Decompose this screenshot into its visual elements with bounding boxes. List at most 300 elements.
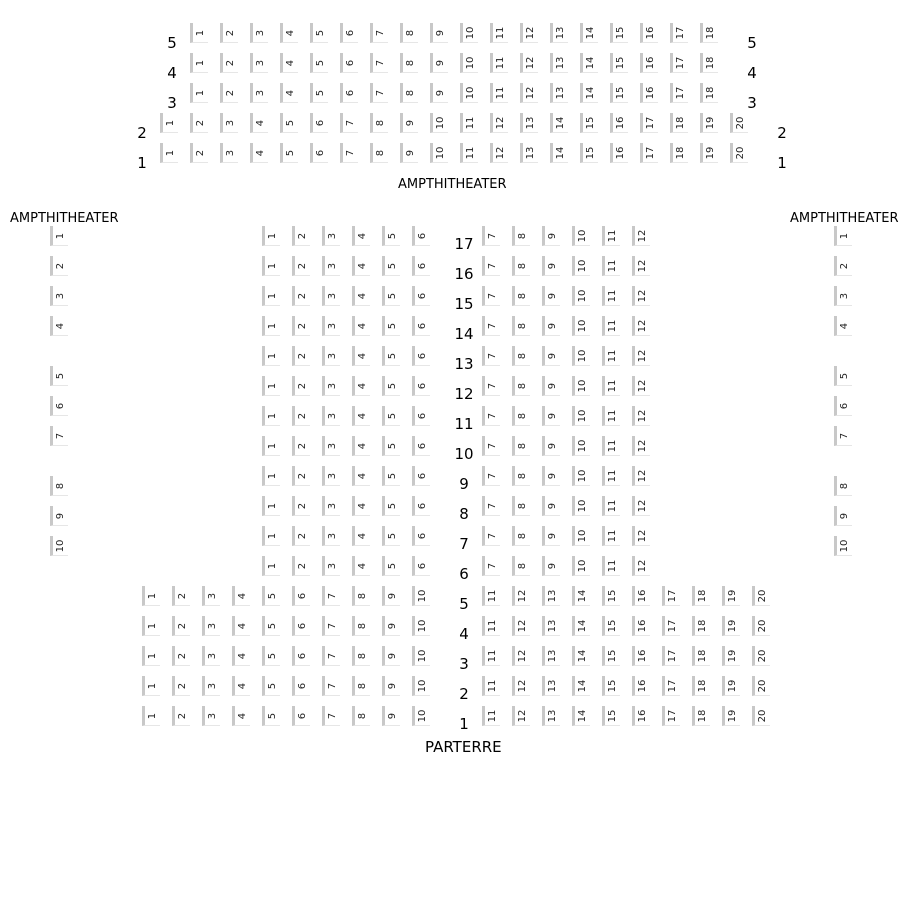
seat-parterre-r8-12[interactable] (632, 496, 650, 516)
seat-amph-left-2[interactable] (50, 256, 68, 276)
seat-parterre-r4-7[interactable] (322, 616, 340, 636)
seat-amph-top-r3-13[interactable] (550, 83, 568, 103)
seat-amph-left-6[interactable] (50, 396, 68, 416)
seat-parterre-r5-15[interactable] (602, 586, 620, 606)
seat-amph-top-r4-7[interactable] (370, 53, 388, 73)
seat-parterre-r4-9[interactable] (382, 616, 400, 636)
seat-parterre-r3-5[interactable] (262, 646, 280, 666)
seat-parterre-r14-8[interactable] (512, 316, 530, 336)
seat-amph-top-r1-6[interactable] (310, 143, 328, 163)
seat-amph-top-r1-3[interactable] (220, 143, 238, 163)
seat-parterre-r1-3[interactable] (202, 706, 220, 726)
seat-amph-top-r2-5[interactable] (280, 113, 298, 133)
seat-parterre-r2-1[interactable] (142, 676, 160, 696)
seat-parterre-r6-1[interactable] (262, 556, 280, 576)
seat-amph-top-r3-14[interactable] (580, 83, 598, 103)
seat-parterre-r6-5[interactable] (382, 556, 400, 576)
seat-amph-top-r4-11[interactable] (490, 53, 508, 73)
seat-parterre-r2-14[interactable] (572, 676, 590, 696)
seat-parterre-r5-12[interactable] (512, 586, 530, 606)
seat-parterre-r15-11[interactable] (602, 286, 620, 306)
seat-parterre-r5-9[interactable] (382, 586, 400, 606)
seat-parterre-r9-10[interactable] (572, 466, 590, 486)
seat-amph-top-r4-9[interactable] (430, 53, 448, 73)
seat-parterre-r2-11[interactable] (482, 676, 500, 696)
seat-parterre-r9-12[interactable] (632, 466, 650, 486)
seat-parterre-r4-18[interactable] (692, 616, 710, 636)
seat-amph-top-r2-4[interactable] (250, 113, 268, 133)
seat-parterre-r14-10[interactable] (572, 316, 590, 336)
seat-amph-right-8[interactable] (834, 476, 852, 496)
seat-parterre-r5-8[interactable] (352, 586, 370, 606)
seat-parterre-r17-7[interactable] (482, 226, 500, 246)
seat-parterre-r2-13[interactable] (542, 676, 560, 696)
seat-parterre-r1-14[interactable] (572, 706, 590, 726)
seat-amph-top-r3-2[interactable] (220, 83, 238, 103)
seat-amph-top-r5-16[interactable] (640, 23, 658, 43)
seat-parterre-r9-1[interactable] (262, 466, 280, 486)
seat-amph-top-r1-16[interactable] (610, 143, 628, 163)
seat-amph-top-r1-15[interactable] (580, 143, 598, 163)
seat-parterre-r1-5[interactable] (262, 706, 280, 726)
seat-parterre-r6-10[interactable] (572, 556, 590, 576)
seat-parterre-r11-12[interactable] (632, 406, 650, 426)
seat-amph-top-r1-17[interactable] (640, 143, 658, 163)
seat-parterre-r16-1[interactable] (262, 256, 280, 276)
seat-parterre-r8-6[interactable] (412, 496, 430, 516)
seat-parterre-r14-11[interactable] (602, 316, 620, 336)
seat-parterre-r12-2[interactable] (292, 376, 310, 396)
seat-amph-left-1[interactable] (50, 226, 68, 246)
seat-amph-left-4[interactable] (50, 316, 68, 336)
seat-parterre-r12-9[interactable] (542, 376, 560, 396)
seat-parterre-r6-11[interactable] (602, 556, 620, 576)
seat-parterre-r13-7[interactable] (482, 346, 500, 366)
seat-amph-top-r1-8[interactable] (370, 143, 388, 163)
seat-parterre-r5-2[interactable] (172, 586, 190, 606)
seat-amph-top-r3-15[interactable] (610, 83, 628, 103)
seat-amph-left-3[interactable] (50, 286, 68, 306)
seat-parterre-r10-5[interactable] (382, 436, 400, 456)
seat-parterre-r7-8[interactable] (512, 526, 530, 546)
seat-parterre-r5-7[interactable] (322, 586, 340, 606)
seat-amph-top-r2-14[interactable] (550, 113, 568, 133)
seat-amph-top-r5-14[interactable] (580, 23, 598, 43)
seat-amph-top-r3-6[interactable] (340, 83, 358, 103)
seat-amph-top-r5-2[interactable] (220, 23, 238, 43)
seat-parterre-r4-14[interactable] (572, 616, 590, 636)
seat-amph-top-r3-12[interactable] (520, 83, 538, 103)
seat-parterre-r1-20[interactable] (752, 706, 770, 726)
seat-amph-top-r1-13[interactable] (520, 143, 538, 163)
seat-parterre-r2-16[interactable] (632, 676, 650, 696)
seat-parterre-r7-11[interactable] (602, 526, 620, 546)
seat-amph-top-r1-7[interactable] (340, 143, 358, 163)
seat-parterre-r5-13[interactable] (542, 586, 560, 606)
seat-parterre-r10-3[interactable] (322, 436, 340, 456)
seat-parterre-r16-4[interactable] (352, 256, 370, 276)
seat-amph-top-r3-4[interactable] (280, 83, 298, 103)
seat-parterre-r1-10[interactable] (412, 706, 430, 726)
seat-parterre-r3-7[interactable] (322, 646, 340, 666)
seat-parterre-r6-8[interactable] (512, 556, 530, 576)
seat-parterre-r17-4[interactable] (352, 226, 370, 246)
seat-parterre-r7-9[interactable] (542, 526, 560, 546)
seat-parterre-r3-3[interactable] (202, 646, 220, 666)
seat-parterre-r15-8[interactable] (512, 286, 530, 306)
seat-parterre-r5-10[interactable] (412, 586, 430, 606)
seat-parterre-r16-7[interactable] (482, 256, 500, 276)
seat-parterre-r4-20[interactable] (752, 616, 770, 636)
seat-parterre-r14-7[interactable] (482, 316, 500, 336)
seat-amph-right-2[interactable] (834, 256, 852, 276)
seat-parterre-r2-18[interactable] (692, 676, 710, 696)
seat-parterre-r1-11[interactable] (482, 706, 500, 726)
seat-amph-top-r4-13[interactable] (550, 53, 568, 73)
seat-amph-top-r5-15[interactable] (610, 23, 628, 43)
seat-parterre-r12-12[interactable] (632, 376, 650, 396)
seat-parterre-r9-7[interactable] (482, 466, 500, 486)
seat-parterre-r9-8[interactable] (512, 466, 530, 486)
seat-parterre-r4-11[interactable] (482, 616, 500, 636)
seat-amph-top-r2-13[interactable] (520, 113, 538, 133)
seat-parterre-r9-2[interactable] (292, 466, 310, 486)
seat-amph-right-3[interactable] (834, 286, 852, 306)
seat-parterre-r1-12[interactable] (512, 706, 530, 726)
seat-parterre-r2-9[interactable] (382, 676, 400, 696)
seat-parterre-r15-12[interactable] (632, 286, 650, 306)
seat-parterre-r6-12[interactable] (632, 556, 650, 576)
seat-parterre-r3-11[interactable] (482, 646, 500, 666)
seat-parterre-r7-4[interactable] (352, 526, 370, 546)
seat-parterre-r10-7[interactable] (482, 436, 500, 456)
seat-amph-right-7[interactable] (834, 426, 852, 446)
seat-parterre-r13-8[interactable] (512, 346, 530, 366)
seat-parterre-r15-2[interactable] (292, 286, 310, 306)
seat-amph-top-r2-18[interactable] (670, 113, 688, 133)
seat-parterre-r5-18[interactable] (692, 586, 710, 606)
seat-parterre-r13-5[interactable] (382, 346, 400, 366)
seat-amph-top-r4-8[interactable] (400, 53, 418, 73)
seat-amph-left-9[interactable] (50, 506, 68, 526)
seat-parterre-r17-2[interactable] (292, 226, 310, 246)
seat-parterre-r15-5[interactable] (382, 286, 400, 306)
seat-amph-top-r3-1[interactable] (190, 83, 208, 103)
seat-amph-top-r4-15[interactable] (610, 53, 628, 73)
seat-parterre-r6-6[interactable] (412, 556, 430, 576)
seat-amph-top-r5-5[interactable] (310, 23, 328, 43)
seat-parterre-r2-17[interactable] (662, 676, 680, 696)
seat-amph-top-r3-8[interactable] (400, 83, 418, 103)
seat-amph-right-6[interactable] (834, 396, 852, 416)
seat-parterre-r5-6[interactable] (292, 586, 310, 606)
seat-amph-top-r2-9[interactable] (400, 113, 418, 133)
seat-parterre-r5-11[interactable] (482, 586, 500, 606)
seat-amph-top-r2-11[interactable] (460, 113, 478, 133)
seat-parterre-r3-12[interactable] (512, 646, 530, 666)
seat-parterre-r1-4[interactable] (232, 706, 250, 726)
seat-parterre-r1-17[interactable] (662, 706, 680, 726)
seat-amph-left-5[interactable] (50, 366, 68, 386)
seat-amph-top-r2-16[interactable] (610, 113, 628, 133)
seat-parterre-r16-2[interactable] (292, 256, 310, 276)
seat-parterre-r11-3[interactable] (322, 406, 340, 426)
seat-parterre-r8-5[interactable] (382, 496, 400, 516)
seat-amph-right-1[interactable] (834, 226, 852, 246)
seat-parterre-r2-3[interactable] (202, 676, 220, 696)
seat-amph-top-r4-10[interactable] (460, 53, 478, 73)
seat-parterre-r8-10[interactable] (572, 496, 590, 516)
seat-parterre-r4-2[interactable] (172, 616, 190, 636)
seat-parterre-r5-3[interactable] (202, 586, 220, 606)
seat-amph-right-9[interactable] (834, 506, 852, 526)
seat-parterre-r4-19[interactable] (722, 616, 740, 636)
seat-amph-top-r5-1[interactable] (190, 23, 208, 43)
seat-parterre-r13-11[interactable] (602, 346, 620, 366)
seat-parterre-r2-4[interactable] (232, 676, 250, 696)
seat-parterre-r14-12[interactable] (632, 316, 650, 336)
seat-amph-top-r1-14[interactable] (550, 143, 568, 163)
seat-parterre-r3-17[interactable] (662, 646, 680, 666)
seat-parterre-r7-2[interactable] (292, 526, 310, 546)
seat-parterre-r17-3[interactable] (322, 226, 340, 246)
seat-amph-top-r3-9[interactable] (430, 83, 448, 103)
seat-parterre-r5-14[interactable] (572, 586, 590, 606)
seat-parterre-r11-9[interactable] (542, 406, 560, 426)
seat-parterre-r11-4[interactable] (352, 406, 370, 426)
seat-parterre-r3-6[interactable] (292, 646, 310, 666)
seat-parterre-r17-11[interactable] (602, 226, 620, 246)
seat-parterre-r3-4[interactable] (232, 646, 250, 666)
seat-parterre-r7-7[interactable] (482, 526, 500, 546)
seat-amph-top-r5-6[interactable] (340, 23, 358, 43)
seat-parterre-r8-7[interactable] (482, 496, 500, 516)
seat-amph-top-r4-18[interactable] (700, 53, 718, 73)
seat-parterre-r3-1[interactable] (142, 646, 160, 666)
seat-parterre-r4-13[interactable] (542, 616, 560, 636)
seat-parterre-r1-2[interactable] (172, 706, 190, 726)
seat-parterre-r1-15[interactable] (602, 706, 620, 726)
seat-parterre-r11-5[interactable] (382, 406, 400, 426)
seat-parterre-r12-8[interactable] (512, 376, 530, 396)
seat-parterre-r17-1[interactable] (262, 226, 280, 246)
seat-amph-top-r1-18[interactable] (670, 143, 688, 163)
seat-parterre-r17-8[interactable] (512, 226, 530, 246)
seat-parterre-r17-9[interactable] (542, 226, 560, 246)
seat-parterre-r11-6[interactable] (412, 406, 430, 426)
seat-parterre-r4-15[interactable] (602, 616, 620, 636)
seat-parterre-r10-4[interactable] (352, 436, 370, 456)
seat-amph-top-r4-5[interactable] (310, 53, 328, 73)
seat-amph-top-r5-8[interactable] (400, 23, 418, 43)
seat-amph-top-r3-5[interactable] (310, 83, 328, 103)
seat-amph-top-r2-7[interactable] (340, 113, 358, 133)
seat-parterre-r6-4[interactable] (352, 556, 370, 576)
seat-parterre-r12-6[interactable] (412, 376, 430, 396)
seat-parterre-r4-10[interactable] (412, 616, 430, 636)
seat-amph-top-r1-12[interactable] (490, 143, 508, 163)
seat-parterre-r15-1[interactable] (262, 286, 280, 306)
seat-parterre-r2-6[interactable] (292, 676, 310, 696)
seat-parterre-r2-12[interactable] (512, 676, 530, 696)
seat-amph-top-r5-10[interactable] (460, 23, 478, 43)
seat-parterre-r14-2[interactable] (292, 316, 310, 336)
seat-amph-top-r3-16[interactable] (640, 83, 658, 103)
seat-parterre-r10-10[interactable] (572, 436, 590, 456)
seat-parterre-r4-17[interactable] (662, 616, 680, 636)
seat-amph-top-r4-1[interactable] (190, 53, 208, 73)
seat-parterre-r2-15[interactable] (602, 676, 620, 696)
seat-amph-top-r1-20[interactable] (730, 143, 748, 163)
seat-parterre-r14-5[interactable] (382, 316, 400, 336)
seat-parterre-r5-20[interactable] (752, 586, 770, 606)
seat-parterre-r3-10[interactable] (412, 646, 430, 666)
seat-parterre-r1-16[interactable] (632, 706, 650, 726)
seat-parterre-r5-16[interactable] (632, 586, 650, 606)
seat-parterre-r11-8[interactable] (512, 406, 530, 426)
seat-parterre-r7-10[interactable] (572, 526, 590, 546)
seat-parterre-r13-3[interactable] (322, 346, 340, 366)
seat-parterre-r4-1[interactable] (142, 616, 160, 636)
seat-parterre-r4-6[interactable] (292, 616, 310, 636)
seat-amph-top-r4-17[interactable] (670, 53, 688, 73)
seat-parterre-r13-1[interactable] (262, 346, 280, 366)
seat-amph-top-r4-16[interactable] (640, 53, 658, 73)
seat-amph-top-r2-1[interactable] (160, 113, 178, 133)
seat-parterre-r10-8[interactable] (512, 436, 530, 456)
seat-amph-top-r2-10[interactable] (430, 113, 448, 133)
seat-parterre-r8-9[interactable] (542, 496, 560, 516)
seat-amph-top-r5-3[interactable] (250, 23, 268, 43)
seat-amph-top-r2-12[interactable] (490, 113, 508, 133)
seat-amph-top-r2-17[interactable] (640, 113, 658, 133)
seat-amph-top-r2-2[interactable] (190, 113, 208, 133)
seat-parterre-r1-19[interactable] (722, 706, 740, 726)
seat-parterre-r2-8[interactable] (352, 676, 370, 696)
seat-amph-right-4[interactable] (834, 316, 852, 336)
seat-parterre-r7-3[interactable] (322, 526, 340, 546)
seat-parterre-r6-7[interactable] (482, 556, 500, 576)
seat-parterre-r13-9[interactable] (542, 346, 560, 366)
seat-parterre-r2-10[interactable] (412, 676, 430, 696)
seat-amph-top-r3-10[interactable] (460, 83, 478, 103)
seat-amph-top-r2-6[interactable] (310, 113, 328, 133)
seat-amph-top-r4-2[interactable] (220, 53, 238, 73)
seat-amph-top-r2-8[interactable] (370, 113, 388, 133)
seat-amph-top-r3-11[interactable] (490, 83, 508, 103)
seat-parterre-r11-10[interactable] (572, 406, 590, 426)
seat-amph-top-r1-1[interactable] (160, 143, 178, 163)
seat-parterre-r4-4[interactable] (232, 616, 250, 636)
seat-parterre-r1-13[interactable] (542, 706, 560, 726)
seat-parterre-r9-4[interactable] (352, 466, 370, 486)
seat-amph-top-r1-5[interactable] (280, 143, 298, 163)
seat-parterre-r5-17[interactable] (662, 586, 680, 606)
seat-parterre-r3-15[interactable] (602, 646, 620, 666)
seat-parterre-r6-9[interactable] (542, 556, 560, 576)
seat-parterre-r9-11[interactable] (602, 466, 620, 486)
seat-parterre-r12-11[interactable] (602, 376, 620, 396)
seat-parterre-r1-8[interactable] (352, 706, 370, 726)
seat-parterre-r17-5[interactable] (382, 226, 400, 246)
seat-amph-right-10[interactable] (834, 536, 852, 556)
seat-parterre-r2-7[interactable] (322, 676, 340, 696)
seat-parterre-r4-5[interactable] (262, 616, 280, 636)
seat-parterre-r7-1[interactable] (262, 526, 280, 546)
seat-amph-top-r4-4[interactable] (280, 53, 298, 73)
seat-amph-left-7[interactable] (50, 426, 68, 446)
seat-parterre-r8-3[interactable] (322, 496, 340, 516)
seat-parterre-r13-2[interactable] (292, 346, 310, 366)
seat-parterre-r4-8[interactable] (352, 616, 370, 636)
seat-parterre-r8-2[interactable] (292, 496, 310, 516)
seat-amph-top-r5-4[interactable] (280, 23, 298, 43)
seat-amph-top-r4-12[interactable] (520, 53, 538, 73)
seat-parterre-r9-9[interactable] (542, 466, 560, 486)
seat-amph-right-5[interactable] (834, 366, 852, 386)
seat-parterre-r15-9[interactable] (542, 286, 560, 306)
seat-amph-top-r5-18[interactable] (700, 23, 718, 43)
seat-parterre-r8-4[interactable] (352, 496, 370, 516)
seat-parterre-r14-9[interactable] (542, 316, 560, 336)
seat-amph-top-r2-20[interactable] (730, 113, 748, 133)
seat-amph-top-r3-3[interactable] (250, 83, 268, 103)
seat-parterre-r1-9[interactable] (382, 706, 400, 726)
seat-parterre-r13-10[interactable] (572, 346, 590, 366)
seat-parterre-r14-4[interactable] (352, 316, 370, 336)
seat-amph-top-r5-11[interactable] (490, 23, 508, 43)
seat-amph-top-r3-17[interactable] (670, 83, 688, 103)
seat-parterre-r4-16[interactable] (632, 616, 650, 636)
seat-parterre-r14-6[interactable] (412, 316, 430, 336)
seat-parterre-r10-1[interactable] (262, 436, 280, 456)
seat-parterre-r16-11[interactable] (602, 256, 620, 276)
seat-amph-top-r1-2[interactable] (190, 143, 208, 163)
seat-amph-top-r5-12[interactable] (520, 23, 538, 43)
seat-parterre-r13-6[interactable] (412, 346, 430, 366)
seat-amph-top-r2-19[interactable] (700, 113, 718, 133)
seat-parterre-r16-12[interactable] (632, 256, 650, 276)
seat-parterre-r1-6[interactable] (292, 706, 310, 726)
seat-parterre-r3-13[interactable] (542, 646, 560, 666)
seat-parterre-r9-6[interactable] (412, 466, 430, 486)
seat-parterre-r16-8[interactable] (512, 256, 530, 276)
seat-parterre-r17-10[interactable] (572, 226, 590, 246)
seat-parterre-r1-7[interactable] (322, 706, 340, 726)
seat-parterre-r3-18[interactable] (692, 646, 710, 666)
seat-parterre-r15-6[interactable] (412, 286, 430, 306)
seat-parterre-r13-12[interactable] (632, 346, 650, 366)
seat-parterre-r12-5[interactable] (382, 376, 400, 396)
seat-parterre-r6-3[interactable] (322, 556, 340, 576)
seat-parterre-r3-8[interactable] (352, 646, 370, 666)
seat-amph-top-r1-10[interactable] (430, 143, 448, 163)
seat-amph-top-r1-19[interactable] (700, 143, 718, 163)
seat-parterre-r3-14[interactable] (572, 646, 590, 666)
seat-parterre-r9-3[interactable] (322, 466, 340, 486)
seat-parterre-r16-9[interactable] (542, 256, 560, 276)
seat-parterre-r15-7[interactable] (482, 286, 500, 306)
seat-parterre-r1-18[interactable] (692, 706, 710, 726)
seat-parterre-r16-10[interactable] (572, 256, 590, 276)
seat-parterre-r3-19[interactable] (722, 646, 740, 666)
seat-parterre-r5-5[interactable] (262, 586, 280, 606)
seat-parterre-r12-4[interactable] (352, 376, 370, 396)
seat-parterre-r2-2[interactable] (172, 676, 190, 696)
seat-parterre-r8-11[interactable] (602, 496, 620, 516)
seat-parterre-r1-1[interactable] (142, 706, 160, 726)
seat-parterre-r9-5[interactable] (382, 466, 400, 486)
